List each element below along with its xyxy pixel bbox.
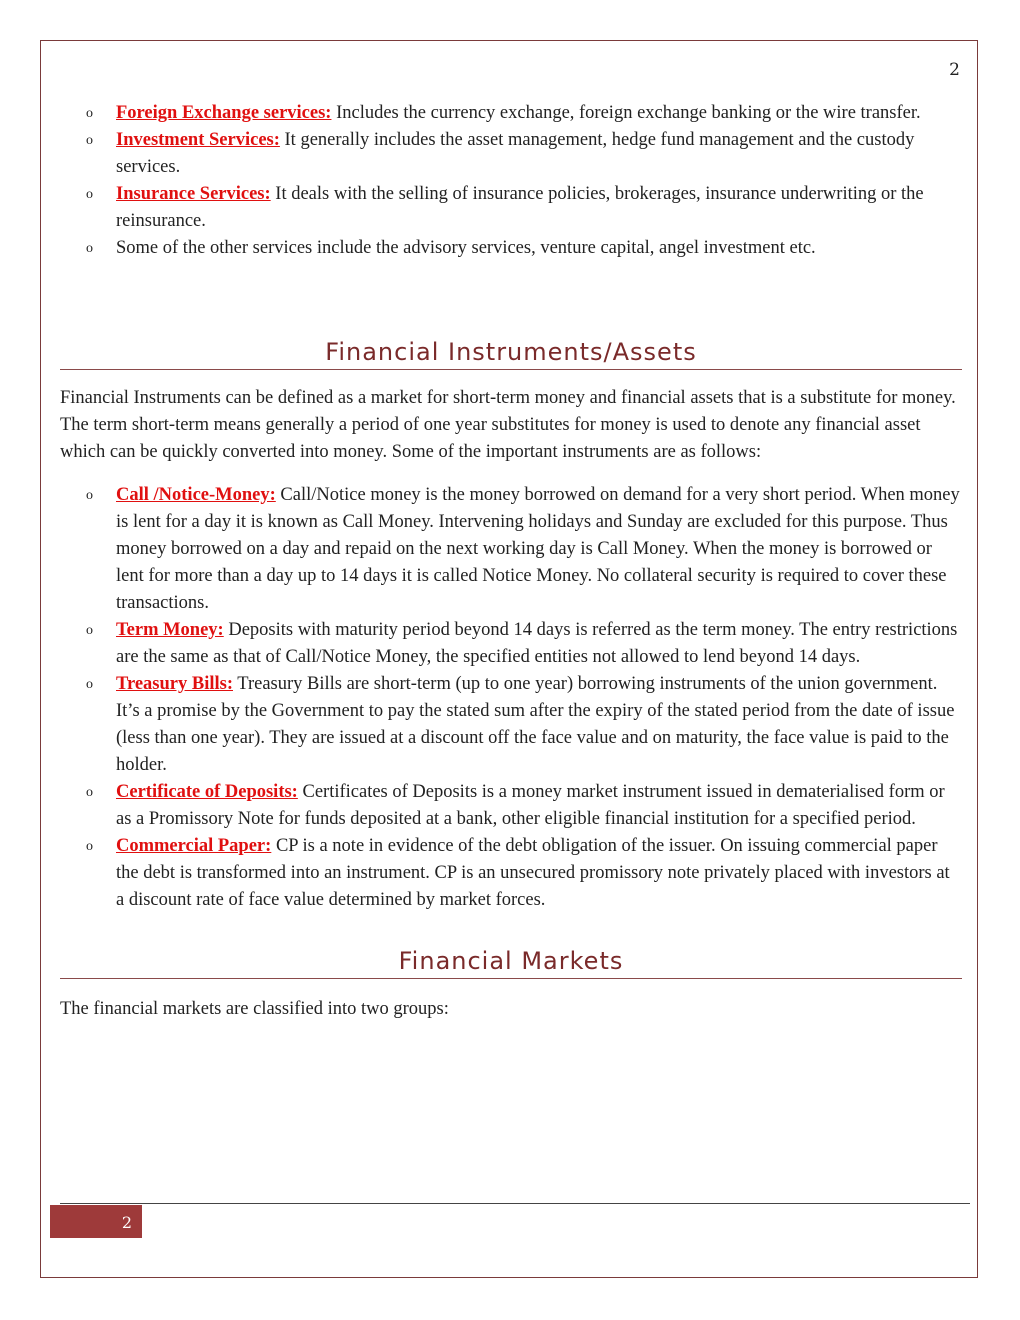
markets-intro: The financial markets are classified into two groups: bbox=[60, 999, 449, 1019]
term-label: Certificate of Deposits: bbox=[116, 782, 298, 802]
term-label: Term Money: bbox=[116, 620, 224, 640]
item-text: Call/Notice money is the money borrowed on demand for a very short period. When money is lent for a day it is known as Call Money. Intervening holidays and Sunday are excluded for this purpose. Thus money borrowed on a day and repaid on the next working day is Call Money. When the money is borrowed or lent for more than a day up to 14 days it is called Notice Money. No collateral security is required to cover these transactions. bbox=[116, 485, 960, 613]
item-text: Includes the currency exchange, foreign exchange banking or the wire transfer. bbox=[331, 103, 921, 123]
footer-divider bbox=[60, 1203, 970, 1204]
term-label: Insurance Services: bbox=[116, 184, 271, 204]
list-item bbox=[60, 127, 962, 181]
term-label: Commercial Paper: bbox=[116, 836, 272, 856]
item-text: It generally includes the asset management, hedge fund management and the custody services. bbox=[116, 130, 915, 177]
bullet-icon: o bbox=[86, 133, 93, 148]
bullet-icon: o bbox=[86, 488, 93, 503]
bullet-icon: o bbox=[86, 785, 93, 800]
list-item bbox=[60, 181, 962, 235]
services-list bbox=[60, 100, 962, 262]
list-item bbox=[60, 482, 962, 617]
bullet-icon: o bbox=[86, 623, 93, 638]
page-number: 2 bbox=[949, 60, 960, 80]
bullet-icon: o bbox=[86, 106, 93, 121]
bullet-icon: o bbox=[86, 677, 93, 692]
item-text: CP is a note in evidence of the debt obligation of the issuer. On issuing commercial paper the debt is transformed into an instrument. CP is an unsecured promissory note privately placed with investors at a discount rate of face value determined by market forces. bbox=[116, 836, 950, 910]
list-item bbox=[60, 779, 962, 833]
bullet-icon: o bbox=[86, 241, 93, 256]
item-text: Treasury Bills are short-term (up to one year) borrowing instruments of the union government. It’s a promise by the Government to pay the stated sum after the expiry of the stated period from the date of issue (less than one year). They are issued at a discount off the face value and on maturity, the face value is paid to the holder. bbox=[116, 674, 955, 775]
instruments-list bbox=[60, 482, 962, 914]
section-heading-instruments: Financial Instruments/Assets bbox=[60, 339, 962, 370]
bullet-icon: o bbox=[86, 187, 93, 202]
instruments-intro: Financial Instruments can be defined as a market for short-term money and financial assets that is a substitute for money. The term short-term means generally a period of one year substitutes for money is used to denote any financial asset which can be quickly converted into money. Some of the important instruments are as follows: bbox=[60, 388, 956, 462]
term-label: Call /Notice-Money: bbox=[116, 485, 276, 505]
term-label: Investment Services: bbox=[116, 130, 280, 150]
list-item bbox=[60, 235, 962, 262]
list-item bbox=[60, 100, 962, 127]
item-text: Some of the other services include the advisory services, venture capital, angel investment etc. bbox=[116, 238, 816, 258]
list-item bbox=[60, 617, 962, 671]
term-label: Treasury Bills: bbox=[116, 674, 233, 694]
footer-page-number: 2 bbox=[50, 1205, 142, 1238]
list-item bbox=[60, 833, 962, 914]
term-label: Foreign Exchange services: bbox=[116, 103, 332, 123]
bullet-icon: o bbox=[86, 839, 93, 854]
item-text: It deals with the selling of insurance policies, brokerages, insurance underwriting or the reinsurance. bbox=[116, 184, 924, 231]
list-item bbox=[60, 671, 962, 779]
section-heading-markets: Financial Markets bbox=[60, 948, 962, 979]
item-text: Certificates of Deposits is a money market instrument issued in dematerialised form or as a Promissory Note for funds deposited at a bank, other eligible financial institution for a specified period. bbox=[116, 782, 945, 829]
document-body bbox=[60, 100, 962, 1023]
item-text: Deposits with maturity period beyond 14 days is referred as the term money. The entry restrictions are the same as that of Call/Notice Money, the specified entities not allowed to lend beyond 14 days. bbox=[116, 620, 958, 667]
